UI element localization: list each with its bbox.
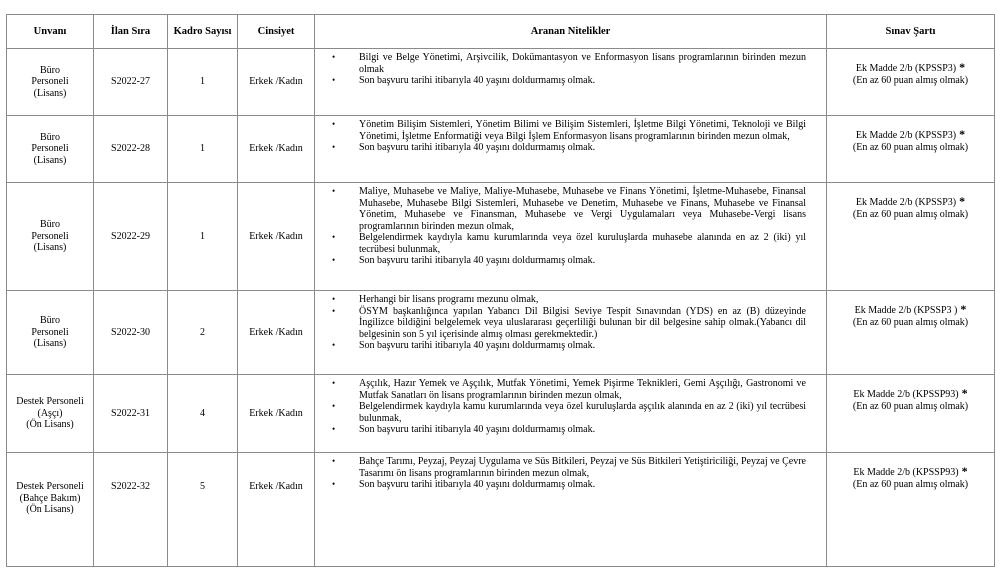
nitelikler-cell <box>315 453 827 567</box>
kadro-sayisi-cell: 1 <box>168 183 238 291</box>
header-unvan: Unvanı <box>7 15 94 49</box>
nitelikler-list <box>315 186 806 267</box>
list-item: • Belgelendirmek kaydıyla kamu kurumlarında veya özel kuruluşlarda muhasebe alanında en az 2 (iki) yıl tecrübesi bulunmak, <box>315 232 806 255</box>
nitelikler-cell <box>315 291 827 375</box>
table-row <box>7 116 995 183</box>
list-item: • Belgelendirmek kaydıyla kamu kurumlarında veya özel kuruluşlarda aşçılık alanında en az 2 (iki) yıl tecrübesi bulunmak, <box>315 401 806 424</box>
table-header-row <box>7 15 995 49</box>
positions-table <box>6 14 995 567</box>
nitelikler-list <box>315 52 806 87</box>
list-item: • Aşçılık, Hazır Yemek ve Aşçılık, Mutfak Yönetimi, Yemek Pişirme Teknikleri, Gemi Aşçılığı, Gastronomi ve Mutfak Sanatları ön lisans programlarının birinden mezun olmak, <box>315 378 806 401</box>
header-aranan-nitelikler: Aranan Nitelikler <box>315 15 827 49</box>
cinsiyet-cell: Erkek /Kadın <box>238 453 315 567</box>
sinav-kodu: Ek Madde 2/b (KPSSP3) <box>855 130 957 141</box>
ilan-sira-cell: S2022-30 <box>94 291 168 375</box>
ilan-sira-cell: S2022-29 <box>94 183 168 291</box>
table-row <box>7 375 995 453</box>
table-row <box>7 453 995 567</box>
asterisk-mark: * <box>959 60 966 74</box>
cinsiyet-cell: Erkek /Kadın <box>238 49 315 116</box>
asterisk-mark: * <box>961 464 968 478</box>
sinav-puan: (En az 60 puan almış olmak) <box>852 478 969 490</box>
kadro-sayisi-cell: 1 <box>168 116 238 183</box>
unvan-cell: Destek Personeli (Aşçı) (Ön Lisans) <box>7 375 94 453</box>
list-item: • Son başvuru tarihi itibarıyla 40 yaşını doldurmamış olmak. <box>315 479 806 491</box>
list-item: • Bilgi ve Belge Yönetimi, Arşivcilik, Dokümantasyon ve Enformasyon lisans programlarının birinden mezun olmak <box>315 52 806 75</box>
unvan-cell: Büro Personeli (Lisans) <box>7 49 94 116</box>
nitelikler-cell <box>315 183 827 291</box>
sinav-sarti-cell <box>827 375 995 453</box>
sinav-sarti-cell <box>827 291 995 375</box>
nitelikler-cell <box>315 375 827 453</box>
sinav-puan: (En az 60 puan almış olmak) <box>852 141 969 153</box>
list-item: • Maliye, Muhasebe ve Maliye, Maliye-Muhasebe, Muhasebe ve Finans Yönetimi, İşletme-Muhasebe, Finansal Muhasebe, Muhasebe Bilgi Sistemleri, Muhasebe ve Denetim, Muhasebe ve Finans, Muhasebe ve Finansal Yönetim, Muhasebe ve Finansman, Muhasebe ve Vergi Uygulamaları veya Muhasebe-Vergi lisans programlarının birinden mezun olmak, <box>315 186 806 232</box>
cinsiyet-cell: Erkek /Kadın <box>238 116 315 183</box>
nitelikler-list <box>315 456 806 491</box>
asterisk-mark: * <box>961 386 968 400</box>
unvan-cell: Destek Personeli (Bahçe Bakım) (Ön Lisans) <box>7 453 94 567</box>
list-item: • Son başvuru tarihi itibarıyla 40 yaşını doldurmamış olmak. <box>315 424 806 436</box>
kadro-sayisi-cell: 1 <box>168 49 238 116</box>
sinav-puan: (En az 60 puan almış olmak) <box>852 208 969 220</box>
table-row <box>7 291 995 375</box>
unvan-cell: Büro Personeli (Lisans) <box>7 183 94 291</box>
sinav-sarti-cell <box>827 453 995 567</box>
cinsiyet-cell: Erkek /Kadın <box>238 291 315 375</box>
sinav-kodu: Ek Madde 2/b (KPSSP93) <box>853 467 959 478</box>
sinav-puan: (En az 60 puan almış olmak) <box>852 316 969 328</box>
list-item: • Son başvuru tarihi itibarıyla 40 yaşını doldurmamış olmak. <box>315 340 806 352</box>
sinav-kodu: Ek Madde 2/b (KPSSP3 ) <box>854 305 958 316</box>
nitelikler-list <box>315 294 806 352</box>
sinav-kodu: Ek Madde 2/b (KPSSP93) <box>853 389 959 400</box>
header-ilan-sira: İlan Sıra <box>94 15 168 49</box>
unvan-cell: Büro Personeli (Lisans) <box>7 291 94 375</box>
sinav-sarti-cell <box>827 116 995 183</box>
sinav-puan: (En az 60 puan almış olmak) <box>852 74 969 86</box>
ilan-sira-cell: S2022-31 <box>94 375 168 453</box>
asterisk-mark: * <box>960 302 967 316</box>
nitelikler-list <box>315 378 806 436</box>
nitelikler-cell <box>315 49 827 116</box>
cinsiyet-cell: Erkek /Kadın <box>238 183 315 291</box>
list-item: • ÖSYM başkanlığınca yapılan Yabancı Dil Bilgisi Seviye Tespit Sınavından (YDS) en az (B) düzeyinde İngilizce bildiğini belgelemek veya uluslararası geçerliliği bulunan bir dil belgesine sahip olmak.(Yabancı dil belgesinin son 5 yıl içerisinde almış olması gerekmektedir.) <box>315 306 806 341</box>
ilan-sira-cell: S2022-32 <box>94 453 168 567</box>
list-item: • Son başvuru tarihi itibarıyla 40 yaşını doldurmamış olmak. <box>315 255 806 267</box>
kadro-sayisi-cell: 4 <box>168 375 238 453</box>
sinav-kodu: Ek Madde 2/b (KPSSP3) <box>855 197 957 208</box>
list-item: • Son başvuru tarihi itibarıyla 40 yaşını doldurmamış olmak. <box>315 75 806 87</box>
header-sinav-sarti: Sınav Şartı <box>827 15 995 49</box>
nitelikler-cell <box>315 116 827 183</box>
sinav-sarti-cell <box>827 183 995 291</box>
list-item: • Son başvuru tarihi itibarıyla 40 yaşını doldurmamış olmak. <box>315 142 806 154</box>
ilan-sira-cell: S2022-27 <box>94 49 168 116</box>
asterisk-mark: * <box>959 127 966 141</box>
cinsiyet-cell: Erkek /Kadın <box>238 375 315 453</box>
sinav-puan: (En az 60 puan almış olmak) <box>852 400 969 412</box>
sinav-kodu: Ek Madde 2/b (KPSSP3) <box>855 63 957 74</box>
list-item: • Yönetim Bilişim Sistemleri, Yönetim Bilimi ve Bilişim Sistemleri, İşletme Bilgi Yönetimi, Teknoloji ve Bilgi Yönetimi, İşletme Enformatiği veya Bilgi İşlem Enformasyon lisans programlarının birinden mezun olmak, <box>315 119 806 142</box>
table-row <box>7 49 995 116</box>
sinav-sarti-cell <box>827 49 995 116</box>
header-kadro-sayisi: Kadro Sayısı <box>168 15 238 49</box>
ilan-sira-cell: S2022-28 <box>94 116 168 183</box>
table-row <box>7 183 995 291</box>
header-cinsiyet: Cinsiyet <box>238 15 315 49</box>
nitelikler-list <box>315 119 806 154</box>
asterisk-mark: * <box>959 194 966 208</box>
list-item: • Bahçe Tarımı, Peyzaj, Peyzaj Uygulama ve Süs Bitkileri, Peyzaj ve Süs Bitkileri Yetiştiriciliği, Peyzaj ve Çevre Tasarımı ön lisans programlarının birinden mezun olmak, <box>315 456 806 479</box>
kadro-sayisi-cell: 5 <box>168 453 238 567</box>
unvan-cell: Büro Personeli (Lisans) <box>7 116 94 183</box>
kadro-sayisi-cell: 2 <box>168 291 238 375</box>
list-item: • Herhangi bir lisans programı mezunu olmak, <box>315 294 806 306</box>
